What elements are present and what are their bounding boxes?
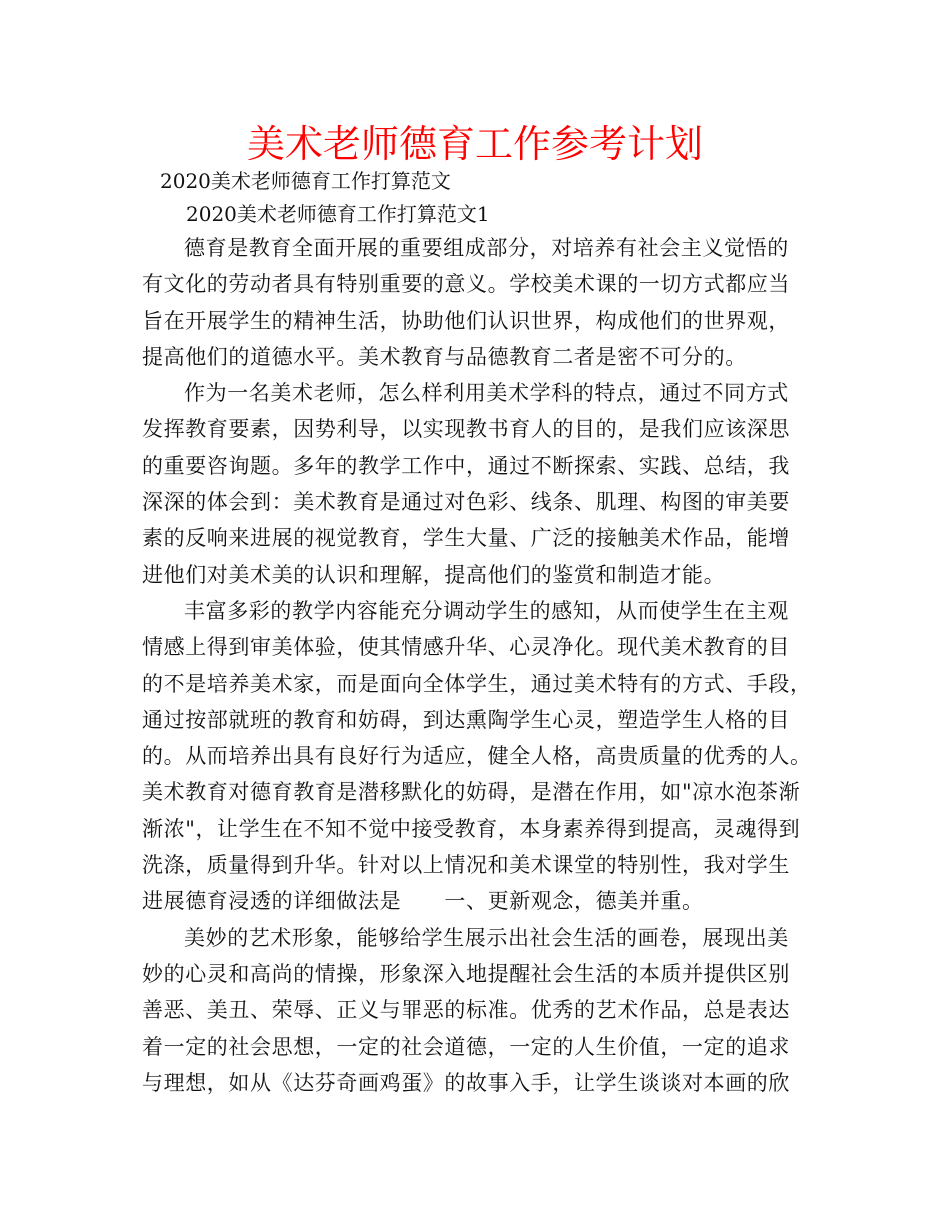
text-line: 情感上得到审美体验，使其情感升华、心灵净化。现代美术教育的目 (142, 635, 790, 660)
text-line: 通过按部就班的教育和妨碍，到达熏陶学生心灵，塑造学生人格的目 (142, 707, 790, 732)
text-line: 有文化的劳动者具有特别重要的意义。学校美术课的一切方式都应当 (142, 272, 790, 297)
text-line: 作为一名美术老师，怎么样利用美术学科的特点，通过不同方式 (184, 381, 789, 406)
text-line: 妙的心灵和高尚的情操，形象深入地提醒社会生活的本质并提供区别 (142, 961, 790, 986)
text-line: 德育是教育全面开展的重要组成部分，对培养有社会主义觉悟的 (184, 236, 789, 260)
section-heading: 2020美术老师德育工作打算范文1 (186, 202, 490, 226)
text-line: 着一定的社会思想，一定的社会道德，一定的人生价值，一定的追求 (142, 1034, 790, 1059)
text-line: 美妙的艺术形象，能够给学生展示出社会生活的画卷，展现出美 (184, 925, 789, 950)
text-line: 美术教育对德育教育是潜移默化的妨碍，是潜在作用，如"凉水泡茶渐 (142, 780, 801, 805)
text-line: 洗涤，质量得到升华。针对以上情况和美术课堂的特别性，我对学生 (142, 853, 790, 878)
body-text (142, 230, 822, 1101)
text-line: 旨在开展学生的精神生活，协助他们认识世界，构成他们的世界观， (142, 308, 790, 333)
text-line: 与理想，如从《达芬奇画鸡蛋》的故事入手，让学生谈谈对本画的欣 (142, 1070, 790, 1095)
text-line: 发挥教育要素，因势利导，以实现教书育人的目的，是我们应该深思 (142, 417, 790, 442)
text-line: 进他们对美术美的认识和理解，提高他们的鉴赏和制造才能。 (142, 562, 726, 587)
text-line: 深深的体会到：美术教育是通过对色彩、线条、肌理、构图的审美要 (142, 490, 790, 515)
text-line: 丰富多彩的教学内容能充分调动学生的感知，从而使学生在主观 (184, 598, 789, 623)
text-line: 进展德育浸透的详细做法是 一、更新观念，德美并重。 (142, 889, 704, 914)
text-line: 的。从而培养出具有良好行为适应，健全人格，高贵质量的优秀的人。 (142, 744, 812, 769)
text-line: 的重要咨询题。多年的教学工作中，通过不断探索、实践、总结，我 (142, 453, 790, 478)
text-line: 渐浓"，让学生在不知不觉中接受教育，本身素养得到提高，灵魂得到 (142, 816, 801, 841)
document-title: 美术老师德育工作参考计划 (246, 122, 703, 166)
text-line: 提高他们的道德水平。美术教育与品德教育二者是密不可分的。 (142, 344, 747, 369)
text-line: 的不是培养美术家，而是面向全体学生，通过美术特有的方式、手段， (142, 671, 812, 696)
document-subtitle: 2020美术老师德育工作打算范文 (160, 169, 451, 193)
text-line: 素的反响来进展的视觉教育，学生大量、广泛的接触美术作品，能增 (142, 526, 790, 551)
text-line: 善恶、美丑、荣辱、正义与罪恶的标准。优秀的艺术作品，总是表达 (142, 998, 790, 1023)
